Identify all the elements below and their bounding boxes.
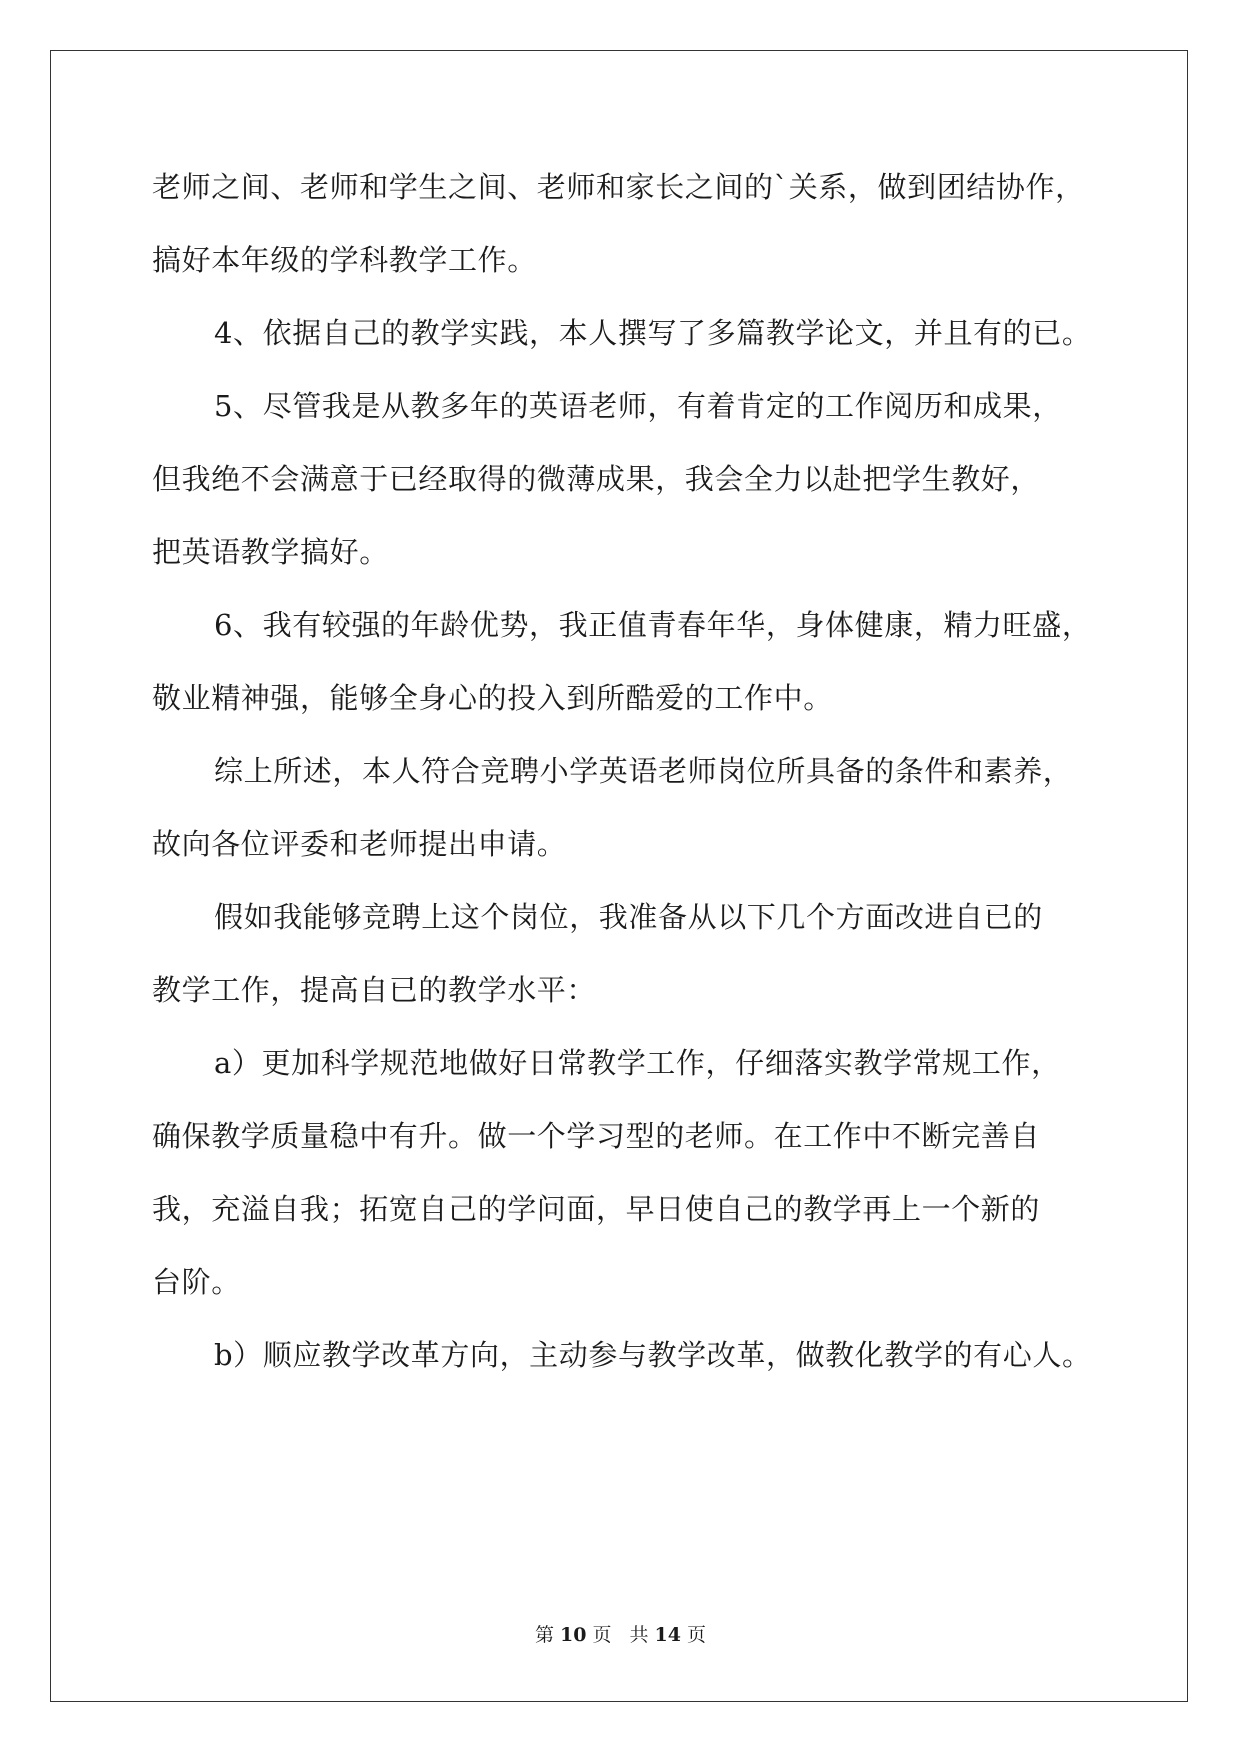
paragraph-start-line: b）顺应教学改革方向，主动参与教学改革，做教化教学的有心人。 [214,1338,1092,1372]
total-prefix: 共 [629,1624,649,1646]
page-unit: 页 [592,1624,612,1646]
page-prefix: 第 [534,1624,554,1646]
paragraph-start-line: 4、依据自己的教学实践，本人撰写了多篇教学论文，并且有的已。 [214,316,1092,350]
text-line: 把英语教学搞好。 [152,535,389,569]
page-border [50,50,1188,1702]
text-line: 教学工作，提高自已的教学水平： [152,973,597,1007]
text-line: 老师之间、老师和学生之间、老师和家长之间的`关系，做到团结协作， [152,170,1085,204]
text-line: 敬业精神强，能够全身心的投入到所酷爱的工作中。 [152,681,833,715]
page-total [627,1624,709,1646]
text-line: 但我绝不会满意于已经取得的微薄成果，我会全力以赴把学生教好， [152,462,1041,496]
text-line: 台阶。 [152,1265,241,1299]
text-line: 搞好本年级的学科教学工作。 [152,243,537,277]
paragraph-start-line: 假如我能够竞聘上这个岗位，我准备从以下几个方面改进自已的 [214,900,1043,934]
paragraph-start-line: 6、我有较强的年龄优势，我正值青春年华，身体健康，精力旺盛， [214,608,1092,642]
text-line: 故向各位评委和老师提出申请。 [152,827,567,861]
paragraph-start-line: 5、尽管我是从教多年的英语老师，有着肯定的工作阅历和成果， [214,389,1062,423]
page-footer [0,1622,1241,1648]
total-pages-number: 14 [654,1624,681,1646]
total-unit: 页 [686,1624,706,1646]
paragraph-start-line: 综上所述，本人符合竞聘小学英语老师岗位所具备的条件和素养， [214,754,1073,788]
page-number [532,1624,614,1646]
paragraph-start-line: a）更加科学规范地做好日常教学工作，仔细落实教学常规工作， [214,1046,1061,1080]
text-line: 确保教学质量稳中有升。做一个学习型的老师。在工作中不断完善自 [152,1119,1041,1153]
text-line: 我，充溢自我；拓宽自己的学问面，早日使自己的教学再上一个新的 [152,1192,1041,1226]
current-page-number: 10 [560,1624,587,1646]
